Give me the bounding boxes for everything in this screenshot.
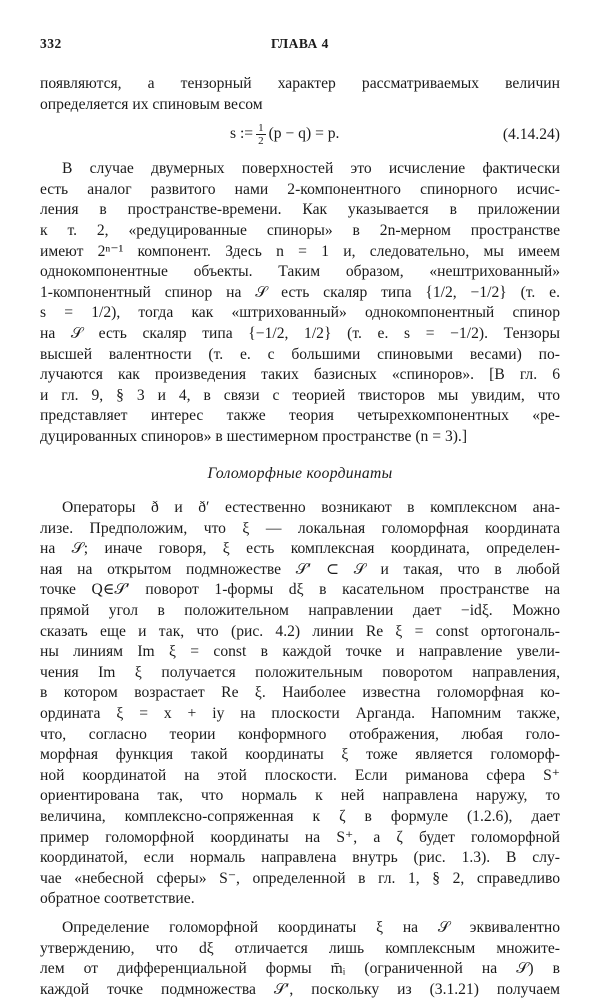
text-line: имеют 2ⁿ⁻¹ компонент. Здесь n = 1 и, следовательно, мы имеем bbox=[40, 242, 560, 260]
text-line: что, согласно теории конформного отображения, любая голо- bbox=[40, 725, 560, 743]
text-line: ления в пространстве-времени. Как указывается в приложении bbox=[40, 201, 560, 219]
fraction-numerator: 1 bbox=[258, 122, 264, 135]
text-line: в котором возрастает Re ξ. Наиболее известна голоморфная ко- bbox=[40, 684, 560, 702]
text-line: координатой, если нормаль направлена внутрь (рис. 1.3). В слу- bbox=[40, 849, 560, 867]
text-line: ны линиям Im ξ = const в каждой точке и направление увели- bbox=[40, 643, 560, 661]
text-line: на 𝒮; иначе говоря, ξ есть комплексная координата, определен- bbox=[40, 540, 560, 558]
text-line: каждой точке подмножества 𝒮′, поскольку из (3.1.21) получаем bbox=[40, 980, 560, 998]
equation-4-14-24 bbox=[40, 115, 560, 159]
text-line: ная на открытом подмножестве 𝒮′ ⊂ 𝒮 и такая, что в любой bbox=[40, 560, 560, 578]
text-line: сказать еще и так, что (рис. 4.2) линии Re ξ = const ортогональ- bbox=[40, 622, 560, 640]
text-line: к т. 2, «редуцированные спиноры» в 2n-мерном пространстве bbox=[40, 221, 560, 239]
body-text bbox=[40, 74, 560, 1000]
fraction-denominator: 2 bbox=[258, 135, 264, 148]
text-line: пример голоморфной координаты на S⁺, а ζ будет голоморфной bbox=[40, 828, 560, 846]
text-line: В случае двумерных поверхностей это исчисление фактически bbox=[62, 160, 560, 178]
text-line: есть аналог развитого нами 2-компонентного спинорного исчис- bbox=[40, 180, 560, 198]
text-line: точке Q∈𝒮′ поворот 1-формы dξ в касательном пространстве на bbox=[40, 581, 560, 599]
paragraph-3 bbox=[40, 918, 560, 1000]
text-line: лизе. Предположим, что ξ — локальная голоморфная координата bbox=[40, 519, 560, 537]
running-head bbox=[40, 36, 560, 62]
text-line: чае «небесной сферы» S⁻, определенной в гл. 1, § 2, справедливо bbox=[40, 869, 560, 887]
equation-lhs: s := bbox=[230, 125, 254, 143]
text-line: Операторы ð и ð′ естественно возникают в комплексном ана- bbox=[62, 499, 560, 517]
text-line: на 𝒮 есть скаляр типа {−1/2, 1/2} (т. е. s = −1/2). Тензоры bbox=[40, 324, 560, 342]
paragraph-gap bbox=[40, 910, 560, 918]
section-title: Голоморфные координаты bbox=[207, 464, 393, 482]
text-line: морфная функция такой координаты ξ тоже является голоморф- bbox=[40, 746, 560, 764]
text-line: лем от дифференциальной формы m̄ᵢ (ограниченной на 𝒮) в bbox=[40, 960, 560, 978]
text-line: величина, комплексно-сопряженная к ζ в формуле (1.2.6), дает bbox=[40, 808, 560, 825]
page-number: 332 bbox=[40, 36, 62, 51]
text-line: Определение голоморфной координаты ξ на 𝒮 эквивалентно bbox=[62, 918, 560, 936]
chapter-label: ГЛАВА 4 bbox=[271, 36, 329, 51]
text-line: дуцированных спиноров» в шестимерном пространстве (n = 3).] bbox=[40, 427, 468, 445]
text-line: ориентирована так, что нормаль к ней направлена наружу, то bbox=[40, 787, 560, 805]
text-line: 1-компонентный спинор на 𝒮 есть скаляр типа {1/2, −1/2} (т. е. bbox=[40, 283, 560, 301]
equation-rhs: (p − q) = p. bbox=[268, 125, 340, 143]
text-line: ной координатой на этой плоскости. Если риманова сфера S⁺ bbox=[40, 766, 560, 784]
text-line: и гл. 9, § 3 и 4, в связи с теорией твисторов мы увидим, что bbox=[40, 386, 560, 404]
text-line: определяется их спиновым весом bbox=[40, 95, 263, 113]
paragraph-1 bbox=[40, 159, 560, 447]
text-line: прямой угол в положительном направлении дает −idξ. Можно bbox=[40, 602, 560, 620]
text-line: лучаются как произведения таких базисных «спиноров». [В гл. 6 bbox=[40, 366, 560, 384]
text-line: s = 1/2), тогда как «штрихованный» однокомпонентный спинор bbox=[40, 304, 560, 322]
equation-number: (4.14.24) bbox=[502, 126, 560, 144]
text-line: утверждению, что dξ отличается лишь комплексным множите- bbox=[40, 939, 560, 957]
text-line: ордината ξ = x + iy на плоскости Арганда. Напомним также, bbox=[40, 705, 560, 723]
text-line: представляет интерес также теория четырехкомпонентных «ре- bbox=[40, 407, 560, 425]
text-line: появляются, а тензорный характер рассматриваемых величин bbox=[40, 75, 560, 92]
equation-fraction bbox=[256, 122, 266, 147]
text-line: обратное соответствие. bbox=[40, 890, 195, 908]
paragraph-2 bbox=[40, 498, 560, 910]
text-line: высшей валентности (т. е. с большими спиновыми весами) по- bbox=[40, 345, 560, 363]
text-line: однокомпонентные объекты. Таким образом, «нештрихованный» bbox=[40, 263, 560, 281]
equation-body bbox=[230, 122, 339, 147]
text-line: чения Im ξ получается положительным поворотом направления, bbox=[40, 663, 560, 681]
